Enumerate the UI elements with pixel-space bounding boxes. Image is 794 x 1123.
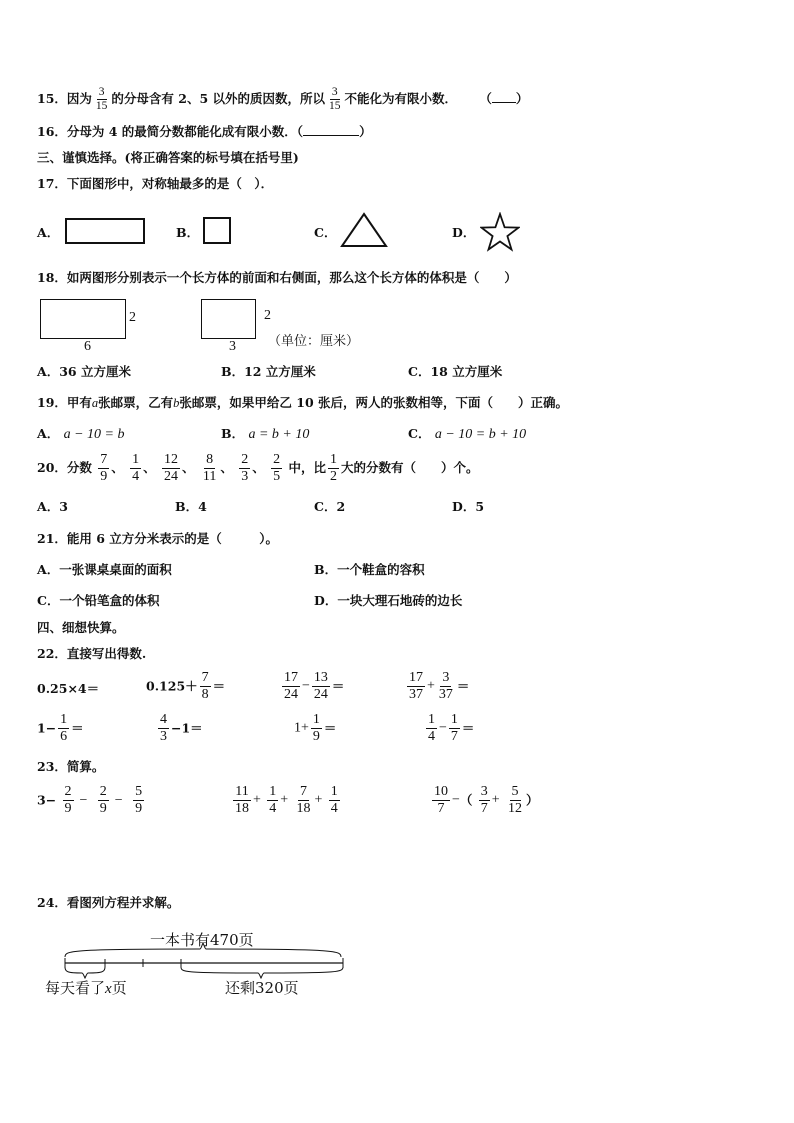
q21-text: 21．能用 6 立方分米表示的是（ ）。 — [37, 531, 279, 546]
dimension-label: 2 — [264, 308, 271, 323]
fraction: $\frac{12}{24}$ — [164, 452, 179, 484]
side-face-rect — [201, 299, 256, 339]
option-b[interactable]: B．一个鞋盒的容积 — [314, 562, 425, 577]
option-a[interactable]: A．36 立方厘米 — [37, 364, 131, 379]
fraction: $\frac{2}{5}$ — [273, 452, 281, 484]
option-b[interactable]: B．4 — [175, 499, 207, 514]
calc-item: $\frac{1}{4}$ − $\frac{1}{7}$ ＝ — [428, 712, 475, 744]
answer-blank[interactable] — [492, 102, 516, 103]
option-d[interactable]: D． — [452, 225, 476, 240]
remaining-label: 还剩320页 — [225, 979, 299, 997]
calc-item: $\frac{17}{24}$ − $\frac{13}{24}$ ＝ — [284, 670, 345, 702]
star-shape — [480, 212, 520, 252]
fraction: $\frac{1}{4}$ — [132, 452, 140, 484]
calc-item: $\frac{4}{3}$ −1＝ — [160, 712, 203, 744]
section-title: 四、细想快算。 — [37, 620, 125, 635]
daily-label: 每天看了x页 — [45, 979, 127, 997]
option-d[interactable]: D．5 — [452, 499, 485, 514]
fraction: $\frac{1}{2}$ — [330, 452, 337, 484]
option-a[interactable]: A． a − 10 = b — [37, 426, 125, 442]
unit-note: （单位：厘米） — [268, 334, 360, 349]
front-face-rect — [40, 299, 126, 339]
answer-blank[interactable] — [303, 135, 359, 136]
q15: 15．因为 $\frac{3}{15}$ 的分母含有 2、5 以外的质因数，所以 $\frac{3}{15}$ 不能化为有限小数． （ ） — [37, 86, 529, 112]
option-d[interactable]: D．一块大理石地砖的边长 — [314, 593, 463, 608]
dimension-label: 6 — [84, 339, 91, 354]
q16: 16．分母为 4 的最简分数都能化成有限小数．（ ） — [37, 124, 372, 139]
fraction: $\frac{8}{11}$ — [202, 452, 217, 484]
calc-item: $\frac{11}{18}$ + $\frac{1}{4}$ + $\frac{7}{18}$ + $\frac{1}{4}$ — [235, 784, 338, 816]
fraction: $\frac{7}{9}$ — [100, 452, 108, 484]
q19-text: 19．甲有a张邮票，乙有b张邮票，如果甲给乙 10 张后，两人的张数相等，下面（ ）正确。 — [37, 395, 569, 410]
q23-text: 23．简算。 — [37, 759, 105, 774]
line-segment-diagram — [60, 943, 350, 979]
dimension-label: 2 — [129, 310, 136, 325]
calc-item: 0.25×4＝ — [37, 681, 100, 696]
option-c[interactable]: C． a − 10 = b + 10 — [408, 426, 527, 442]
option-c[interactable]: C．2 — [314, 499, 346, 514]
total-label: 一本书有470页 — [150, 931, 254, 949]
calc-item: 0.125＋ $\frac{7}{8}$ ＝ — [146, 670, 226, 702]
fraction: $\frac{2}{3}$ — [241, 452, 249, 484]
fraction: $\frac{3}{15}$ — [95, 86, 108, 112]
rectangle-shape — [65, 218, 145, 244]
dimension-label: 3 — [229, 339, 236, 354]
option-c[interactable]: C．一个铅笔盒的体积 — [37, 593, 160, 608]
calc-item: $\frac{17}{37}$ + $\frac{3}{37}$ ＝ — [409, 670, 470, 702]
calc-item: $\frac{10}{7}$ −（ $\frac{3}{7}$ + $\frac{5}{12}$ ） — [434, 784, 539, 816]
option-b[interactable]: B． a = b + 10 — [221, 426, 310, 442]
q24-text: 24．看图列方程并求解。 — [37, 895, 180, 910]
option-c[interactable]: C．18 立方厘米 — [408, 364, 503, 379]
option-a[interactable]: A． — [37, 225, 60, 240]
triangle-shape — [340, 212, 388, 248]
option-c[interactable]: C． — [314, 225, 337, 240]
calc-item: 3− $\frac{2}{9}$ − $\frac{2}{9}$ − $\frac{5}{9}$ — [37, 784, 143, 816]
option-b[interactable]: B． — [176, 225, 200, 240]
q18-text: 18．如两图形分别表示一个长方体的前面和右侧面，那么这个长方体的体积是（ ） — [37, 270, 517, 285]
q17-text: 17．下面图形中，对称轴最多的是（ ）． — [37, 176, 274, 191]
calc-item: 1+ $\frac{1}{9}$ ＝ — [294, 712, 337, 744]
calc-item: 1− $\frac{1}{6}$ ＝ — [37, 712, 84, 744]
section-title: 三、谨慎选择。(将正确答案的标号填在括号里) — [37, 150, 299, 165]
q20-text: 20．分数 $\frac{7}{9}$ 、 $\frac{1}{4}$ 、 $\frac{12}{24}$ 、 $\frac{8}{11}$ 、 $\frac{2}{3}$ 、 $\frac{2}{5}$ 中，比 $\frac{1}{2}$ 大的分数有（ ）个。 — [37, 452, 479, 484]
q22-text: 22．直接写出得数. — [37, 646, 147, 661]
fraction: $\frac{3}{15}$ — [329, 86, 341, 112]
square-shape — [203, 217, 231, 244]
option-a[interactable]: A．一张课桌桌面的面积 — [37, 562, 172, 577]
option-b[interactable]: B．12 立方厘米 — [221, 364, 316, 379]
option-a[interactable]: A．3 — [37, 499, 68, 514]
